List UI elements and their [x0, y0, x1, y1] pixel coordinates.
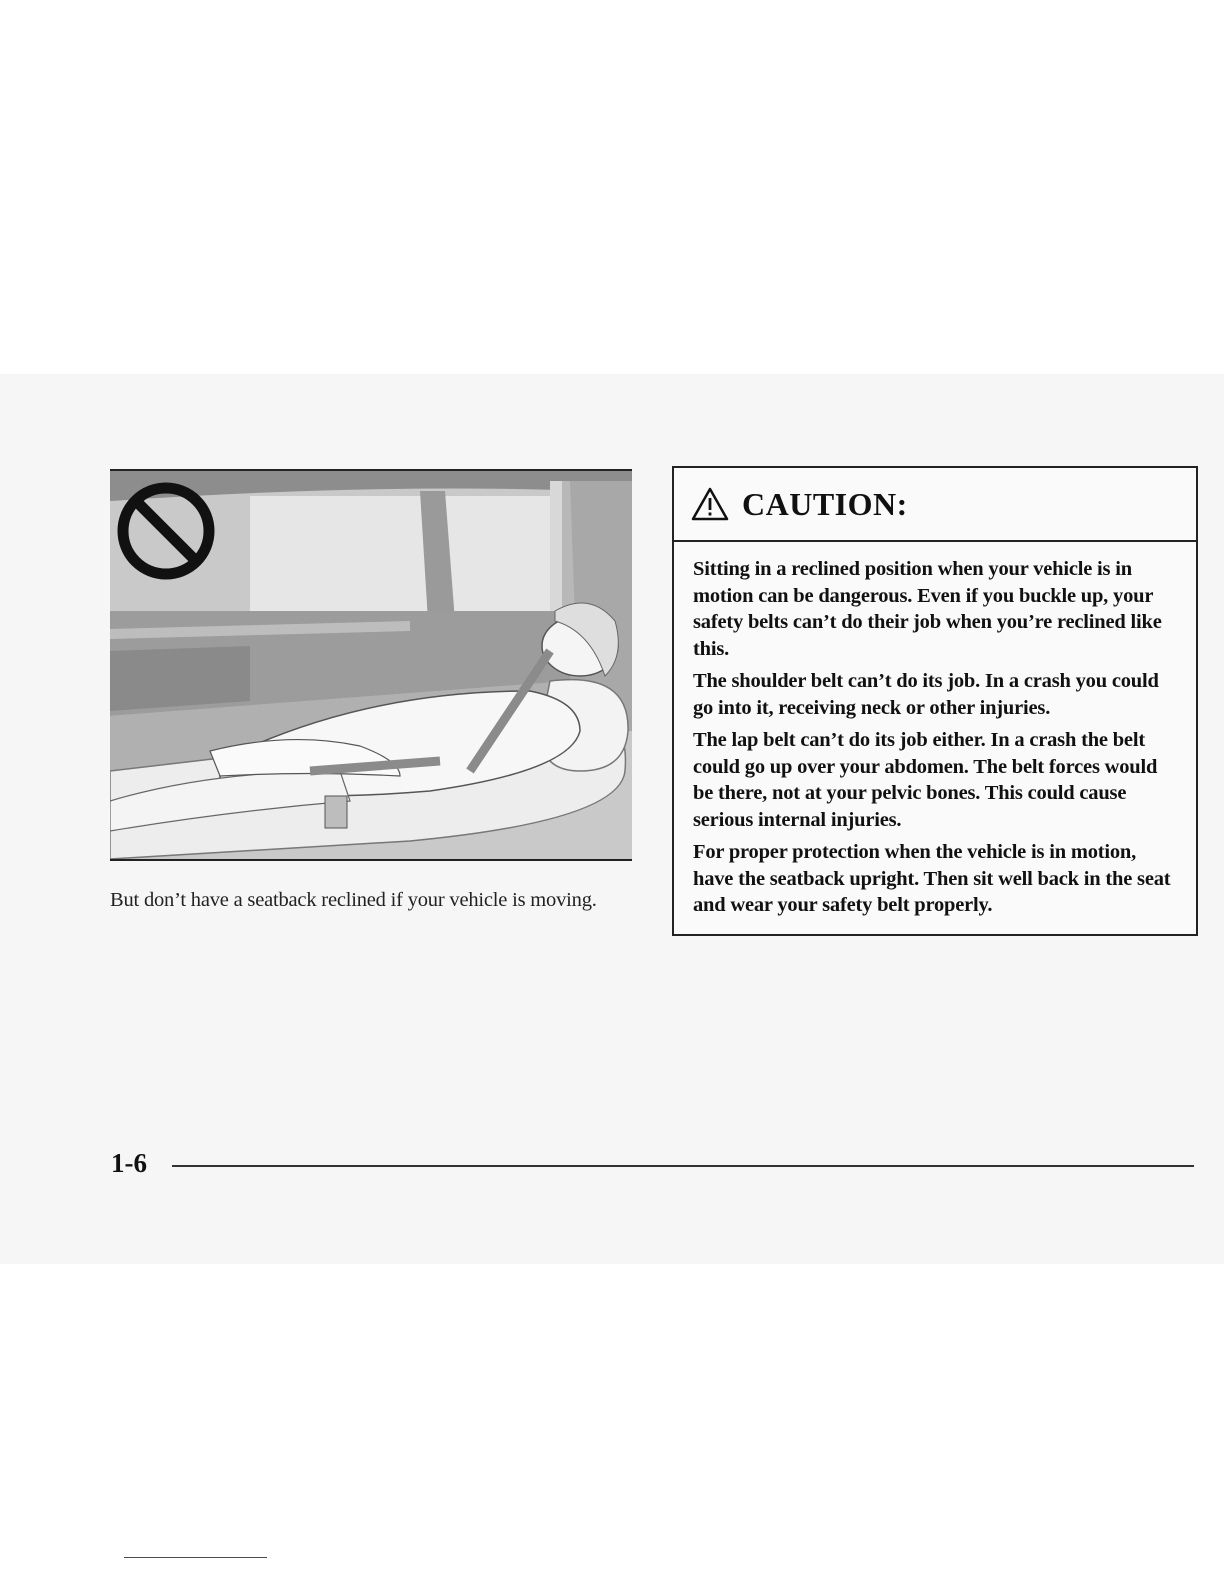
- warning-triangle-icon: [690, 486, 730, 522]
- reclined-passenger-illustration: [110, 469, 632, 861]
- caution-paragraph: Sitting in a reclined position when your vehicle is in motion can be dangerous. Even if you buckle up, your safety belts can’t do their job when you’re reclined like this.: [693, 558, 1162, 660]
- caution-title: CAUTION:: [742, 485, 908, 522]
- caution-paragraph: The lap belt can’t do its job either. In a crash the belt could go up over your abdomen. The belt forces would be there, not at your pelvic bones. This could cause serious internal injuries.: [693, 729, 1158, 831]
- caution-paragraph: The shoulder belt can’t do its job. In a crash you could go into it, receiving neck or other injuries.: [693, 670, 1159, 719]
- caution-header: [674, 468, 1196, 542]
- link-underline: [124, 1557, 267, 1558]
- illustration-caption: But don’t have a seatback reclined if your vehicle is moving.: [110, 889, 597, 911]
- caution-paragraph: For proper protection when the vehicle is in motion, have the seatback upright. Then sit well back in the seat and wear your safety belt properly.: [693, 841, 1171, 916]
- prohibited-icon: [112, 477, 220, 585]
- footer-divider: [172, 1165, 1194, 1167]
- page-number: 1-6: [111, 1148, 147, 1178]
- caution-box: [672, 466, 1198, 936]
- caution-body: [674, 542, 1196, 919]
